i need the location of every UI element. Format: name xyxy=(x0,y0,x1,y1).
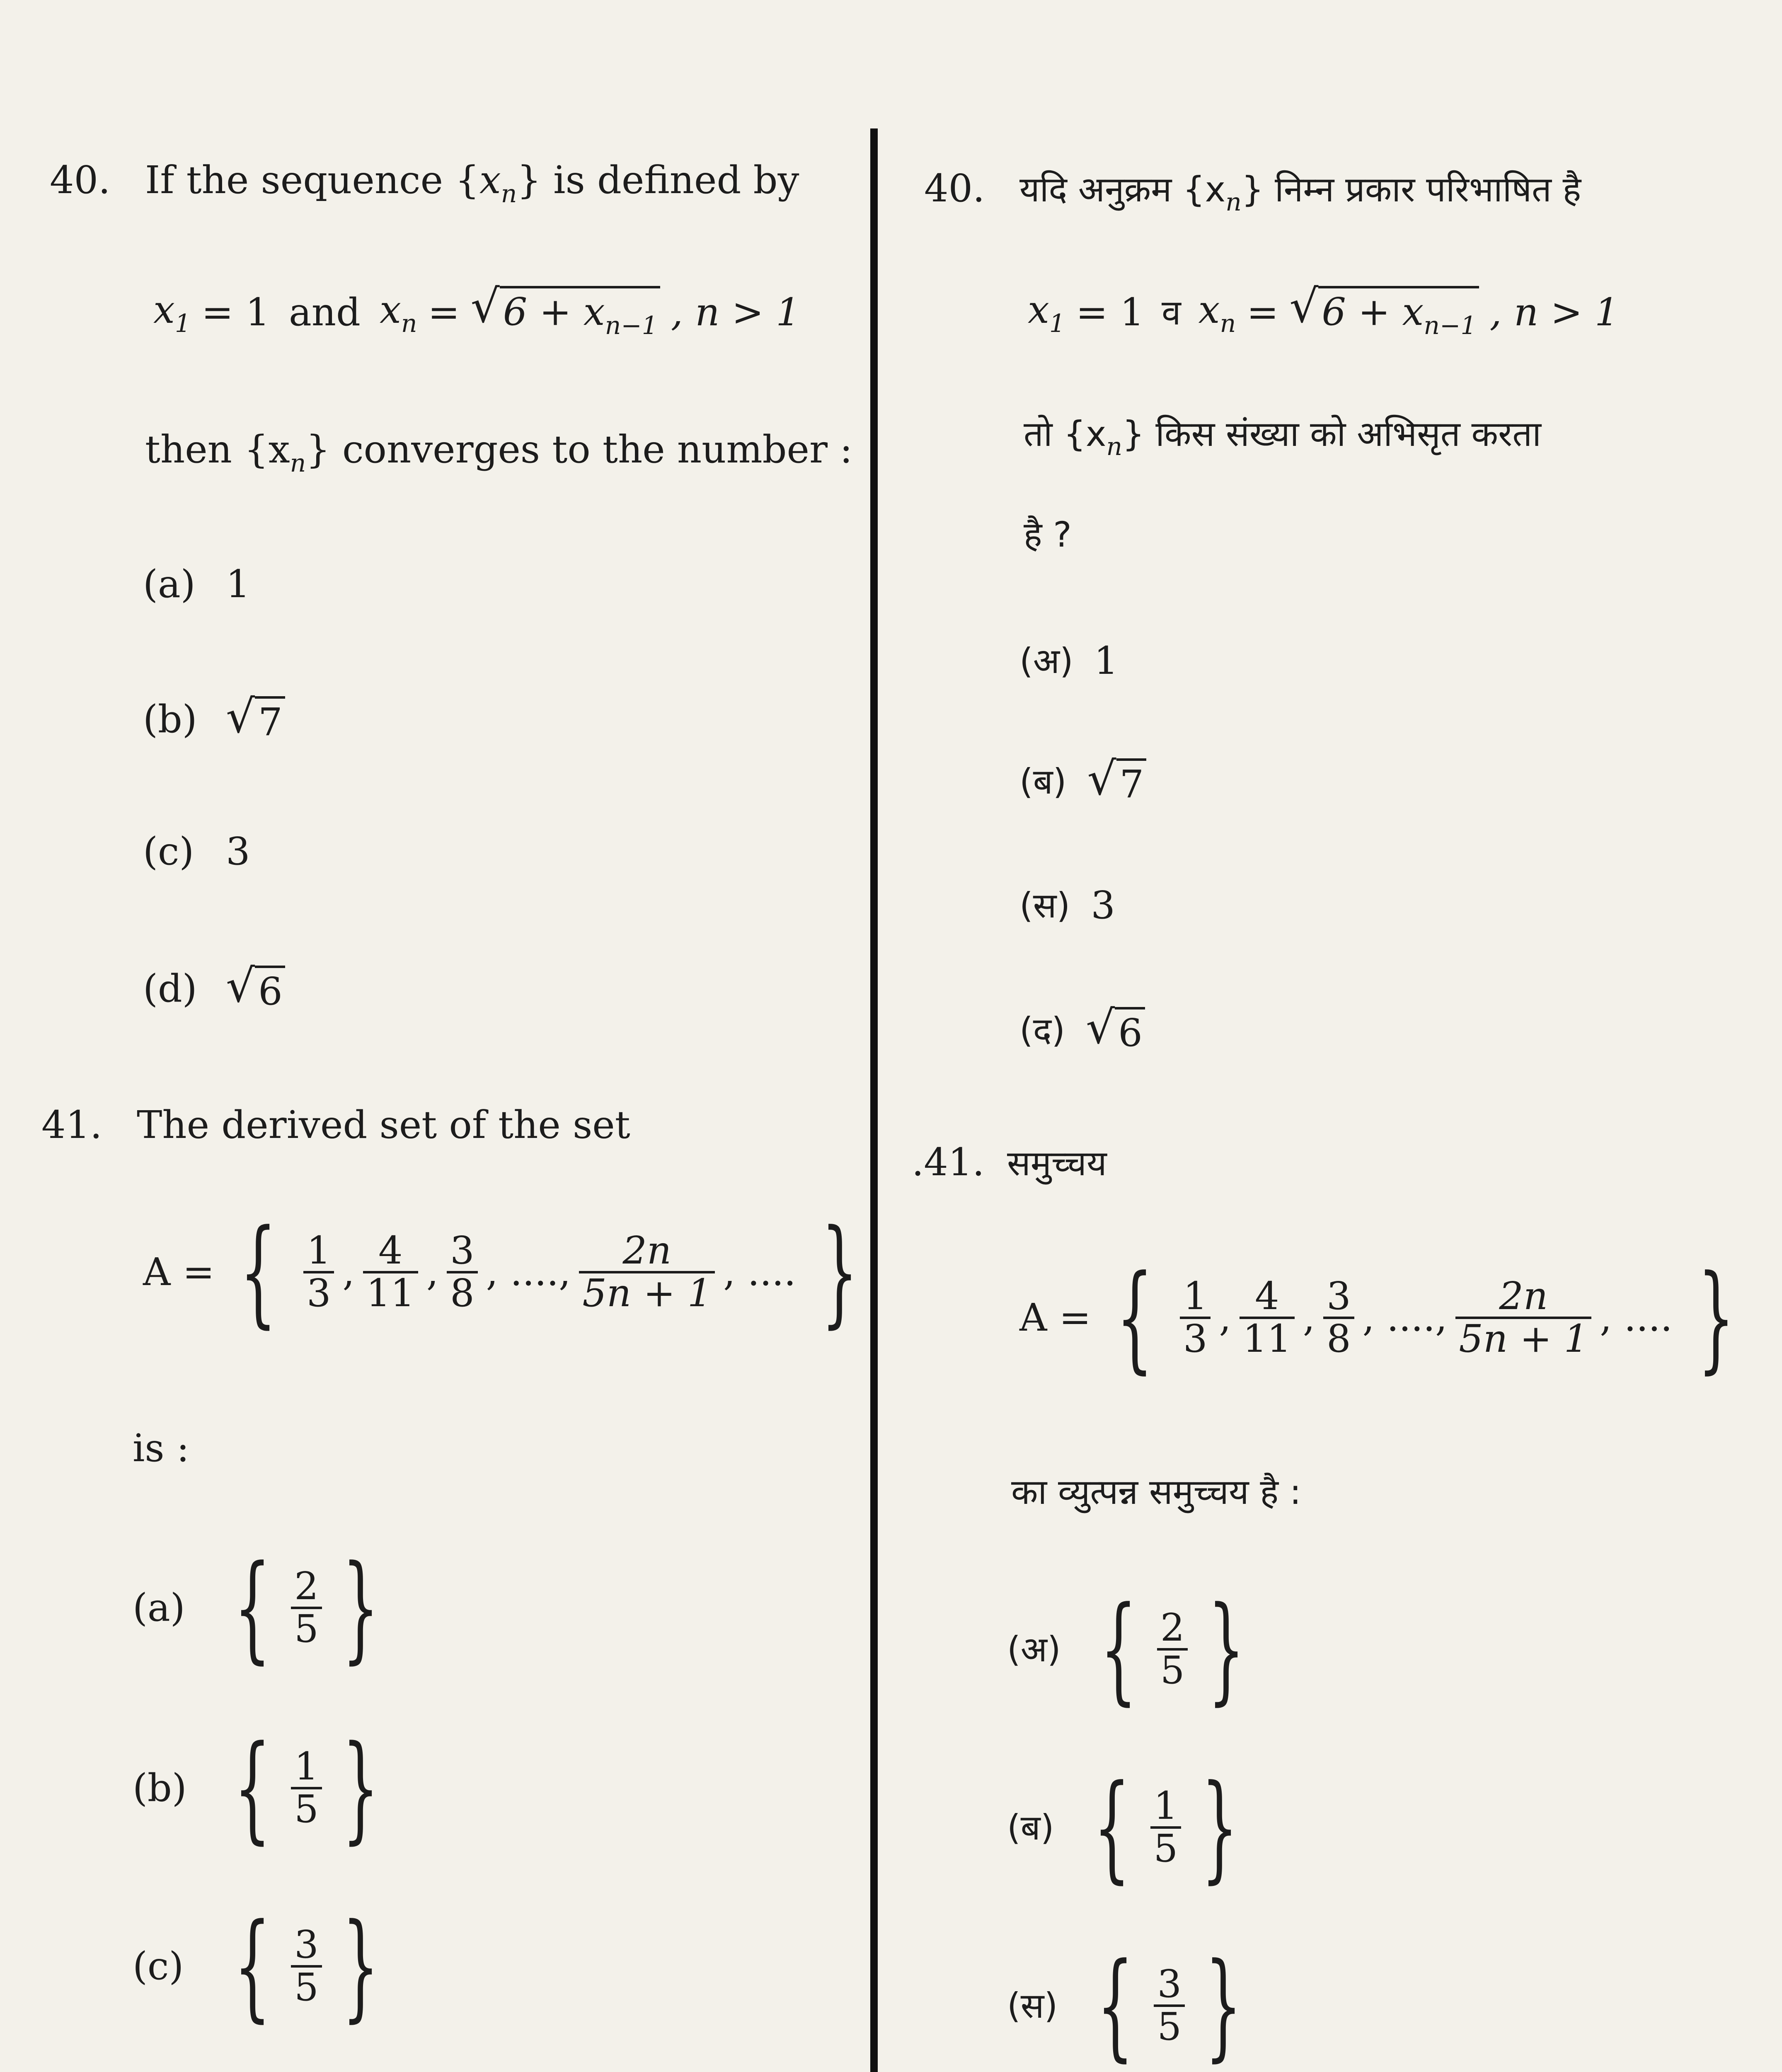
sqrt-symbol: √ $6 + x_{n-1}$ xyxy=(471,286,660,339)
sqrt-symbol: √ $6 + x_{n-1}$ xyxy=(1289,286,1479,339)
q41-hi-stem: .41. समुच्चय xyxy=(912,1140,1107,1185)
q40-hi-option-b[interactable]: (ब) √ 7 xyxy=(1019,758,1146,805)
q41-hi-option-b[interactable]: (ब) { $\frac{1}{5}$ } xyxy=(1007,1760,1238,1895)
q41-en-option-b[interactable]: (b) { $\frac{1}{5}$ } xyxy=(133,1721,379,1856)
q40-en-option-a[interactable]: (a) 1 xyxy=(143,562,250,606)
q41-hi-is: का व्युत्पन्न समुच्चय है : xyxy=(1011,1472,1301,1512)
q40-en-option-c[interactable]: (c) 3 xyxy=(143,829,250,874)
q41-hi-set-definition: A = { $\frac{1}{3}$ , $\frac{4}{11}$ , $\frac{3}{8}$ , ...., $\frac{2n}{5n + 1}$ , .... } xyxy=(1019,1250,1735,1385)
column-divider xyxy=(870,128,878,2072)
q41-en-is: is : xyxy=(133,1426,189,1470)
sqrt-symbol: √ 7 xyxy=(1087,758,1147,805)
q40-hi-stem: 40. यदि अनुक्रम $\{x_n\}$ निम्न प्रकार परिभाषित है xyxy=(924,166,1581,217)
q40-en-option-b[interactable]: (b) √ 7 xyxy=(143,696,285,743)
q40-hi-option-d[interactable]: (द) √ 6 xyxy=(1019,1007,1145,1054)
q41-en-number: 41. xyxy=(41,1103,102,1147)
q40-en-definition: $x_1$ = 1 and $x_n$ = √ $6 + x_{n-1}$ , n > 1 xyxy=(153,280,800,340)
q41-en-option-c[interactable]: (c) { $\frac{3}{5}$ } xyxy=(133,1899,379,2034)
sqrt-symbol: √ 6 xyxy=(226,966,285,1012)
q40-en-stem: 40. If the sequence $\{x_n\}$ is defined by xyxy=(50,158,799,208)
q41-en-set-definition: A = { $\frac{1}{3}$ , $\frac{4}{11}$ , $\frac{3}{8}$ , ...., $\frac{2n}{5n + 1}$ , .... } xyxy=(143,1205,858,1340)
q40-hi-definition: $x_1$ = 1 व $x_n$ = √ $6 + x_{n-1}$ , n > 1 xyxy=(1028,280,1619,340)
q40-hi-stem-end: है ? xyxy=(1024,514,1072,555)
q40-en-stem-continued: then $\{x_n\}$ converges to the number : xyxy=(145,427,853,478)
q40-hi-stem-continued: तो $\{x_n\}$ किस संख्या को अभिसृत करता xyxy=(1024,414,1541,461)
q41-hi-number: .41. xyxy=(912,1140,985,1184)
q41-en-stem: 41. The derived set of the set xyxy=(41,1102,630,1148)
q40-en-option-d[interactable]: (d) √ 6 xyxy=(143,966,285,1012)
sqrt-symbol: √ 6 xyxy=(1086,1007,1145,1054)
q41-hi-option-c[interactable]: (स) { $\frac{3}{5}$ } xyxy=(1007,1938,1242,2072)
q40-hi-option-c[interactable]: (स) 3 xyxy=(1019,883,1115,927)
q40-hi-option-a[interactable]: (अ) 1 xyxy=(1019,639,1119,683)
q41-hi-option-a[interactable]: (अ) { $\frac{2}{5}$ } xyxy=(1007,1582,1245,1717)
sqrt-symbol: √ 7 xyxy=(226,696,285,743)
q40-en-number: 40. xyxy=(50,158,111,202)
q40-hi-number: 40. xyxy=(924,166,985,211)
q41-en-option-a[interactable]: (a) { $\frac{2}{5}$ } xyxy=(133,1540,379,1675)
